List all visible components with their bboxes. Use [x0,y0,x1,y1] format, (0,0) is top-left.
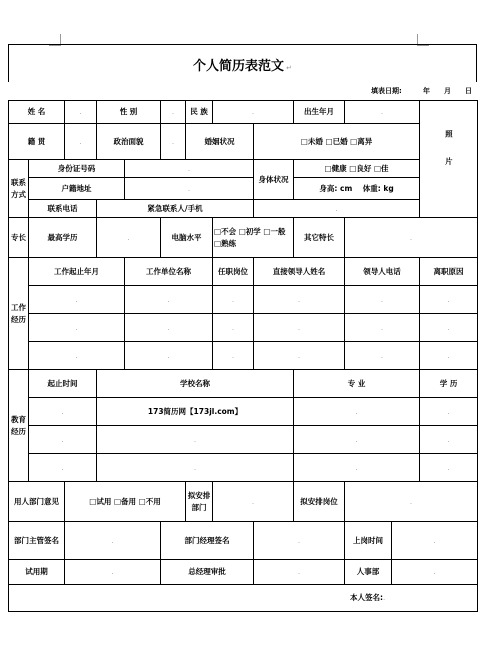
edu-section-label: 教育经历 [9,370,29,482]
gender-label: 性 别 [97,101,161,124]
table-cell[interactable]: . [345,314,420,342]
planned-dept-field[interactable]: . [213,482,294,522]
planned-post-label: 拟安排岗位 [294,482,345,522]
table-cell[interactable]: . [125,286,213,314]
table-cell[interactable]: . [254,286,345,314]
table-cell[interactable]: . [29,426,97,454]
other-skills-label: 其它特长 [294,218,345,258]
table-cell[interactable]: . [213,342,254,370]
work-header-reason: 离职原因 [420,258,478,286]
table-cell[interactable]: . [294,454,420,482]
table-cell[interactable]: . [29,454,97,482]
photo-box[interactable] [420,101,478,218]
computer-label: 电脑水平 [161,218,213,258]
day-label: 日 [465,87,472,95]
weight-label: 体重: [362,183,381,193]
dept-opinion-label: 用人部门意见 [9,482,65,522]
body-measure[interactable] [294,178,420,200]
fill-date-line [8,83,477,99]
dept-manager-sign-field[interactable]: . [254,522,345,560]
contact-section-label [9,160,29,218]
table-row [9,426,478,454]
month-label: 月 [444,87,451,95]
id-number-label: 身份证号码 [29,160,125,178]
health-options[interactable]: □健康 □良好 □佳 [294,160,420,178]
hr-dept-field[interactable]: . [392,560,478,585]
photo-label: 照片 [444,129,454,185]
table-cell[interactable]: . [213,314,254,342]
household-field[interactable]: . [125,178,254,200]
page-title [9,55,476,74]
ethnicity-label: 民 族 [186,101,213,124]
table-row [9,342,478,370]
table-row [9,398,478,426]
dept-head-sign-label: 部门主管签名 [9,522,65,560]
emergency-label: 紧急联系人/手机 [97,200,254,218]
title-text: 个人简历表范文 [192,59,284,74]
title-box [8,44,477,82]
edu-school-watermark[interactable] [97,398,294,426]
hr-dept-label: 人事部 [345,560,392,585]
gm-approval-label: 总经理审批 [161,560,254,585]
work-header-period: 工作起止年月 [29,258,125,286]
work-header-leader: 直接领导人姓名 [254,258,345,286]
planned-dept-label: 拟安排部门 [186,482,213,522]
household-label: 户籍地址 [29,178,125,200]
gm-approval-field[interactable]: . [254,560,345,585]
edu-header-major: 专 业 [294,370,420,398]
fill-date-label: 填表日期: [371,87,402,95]
table-cell[interactable]: . [29,286,125,314]
self-sign-label: 本人签名: [350,593,383,603]
start-date-field[interactable]: . [392,522,478,560]
opinion-options[interactable]: □试用 □备用 □不用 [65,482,186,522]
marital-label: 婚姻状况 [186,124,254,160]
hometown-field[interactable]: . [65,124,97,160]
computer-options[interactable]: □不会 □初学 □一般 □熟练 [213,218,294,258]
edu-header-school: 学校名称 [97,370,294,398]
self-signature-row[interactable]: 本人签名:. [9,585,478,612]
birth-field[interactable]: . [345,101,420,124]
work-section-label: 工作经历 [9,258,29,370]
other-skills-field[interactable]: . [345,218,478,258]
table-cell[interactable]: . [420,426,478,454]
contact-section-text: 联系方式 [11,177,26,199]
dept-manager-sign-label: 部门经理签名 [161,522,254,560]
marital-options[interactable]: □未婚 □已婚 □离异 [254,124,420,160]
table-cell[interactable]: . [29,314,125,342]
table-cell[interactable]: . [125,314,213,342]
table-cell[interactable]: . [420,454,478,482]
health-label: 身体状况 [254,160,294,200]
work-header-company: 工作单位名称 [125,258,213,286]
planned-post-field[interactable]: . [345,482,478,522]
work-header-phone: 领导人电话 [345,258,420,286]
political-label: 政治面貌 [97,124,161,160]
table-cell[interactable]: . [213,286,254,314]
name-field[interactable]: . [65,101,97,124]
probation-field[interactable]: . [65,560,161,585]
weight-unit: kg [383,183,394,193]
table-cell[interactable]: . [420,398,478,426]
table-cell[interactable]: . [97,454,294,482]
probation-label: 试用期 [9,560,65,585]
table-cell[interactable]: . [420,286,478,314]
emergency-field[interactable]: . [254,200,420,218]
table-cell[interactable]: . [254,314,345,342]
political-field[interactable]: . [161,124,186,160]
table-cell[interactable]: . [294,426,420,454]
edu-header-degree: 学 历 [420,370,478,398]
table-cell[interactable]: . [29,398,97,426]
ethnicity-field[interactable]: . [213,101,294,124]
birth-label: 出生年月 [294,101,345,124]
gender-field[interactable]: . [161,101,186,124]
edu-header-period: 起止时间 [29,370,97,398]
table-cell[interactable]: . [97,426,294,454]
year-label: 年 [423,87,430,95]
height-unit: cm [340,183,353,193]
table-cell[interactable]: . [345,342,420,370]
paragraph-mark-icon: ↵ [283,64,293,72]
skills-section-label: 专长 [9,218,29,258]
table-cell[interactable]: . [420,314,478,342]
work-header-position: 任职岗位 [213,258,254,286]
watermark-text: 173简历网【173jl.com】 [147,406,243,416]
name-label: 姓 名 [9,101,65,124]
table-row [9,454,478,482]
resume-form-table [8,100,478,612]
table-cell[interactable]: . [420,342,478,370]
height-label: 身高: [319,183,338,193]
table-cell[interactable]: . [125,342,213,370]
table-cell[interactable]: . [254,342,345,370]
table-cell[interactable]: . [29,342,125,370]
hometown-label: 籍 贯 [9,124,65,160]
id-number-field[interactable]: . [125,160,254,178]
table-cell[interactable]: . [345,286,420,314]
table-row [9,286,478,314]
table-cell[interactable]: . [294,398,420,426]
phone-label: 联系电话 [29,200,97,218]
dept-head-sign-field[interactable]: . [65,522,161,560]
table-row [9,314,478,342]
education-label: 最高学历 [29,218,97,258]
start-date-label: 上岗时间 [345,522,392,560]
education-field[interactable]: . [97,218,161,258]
